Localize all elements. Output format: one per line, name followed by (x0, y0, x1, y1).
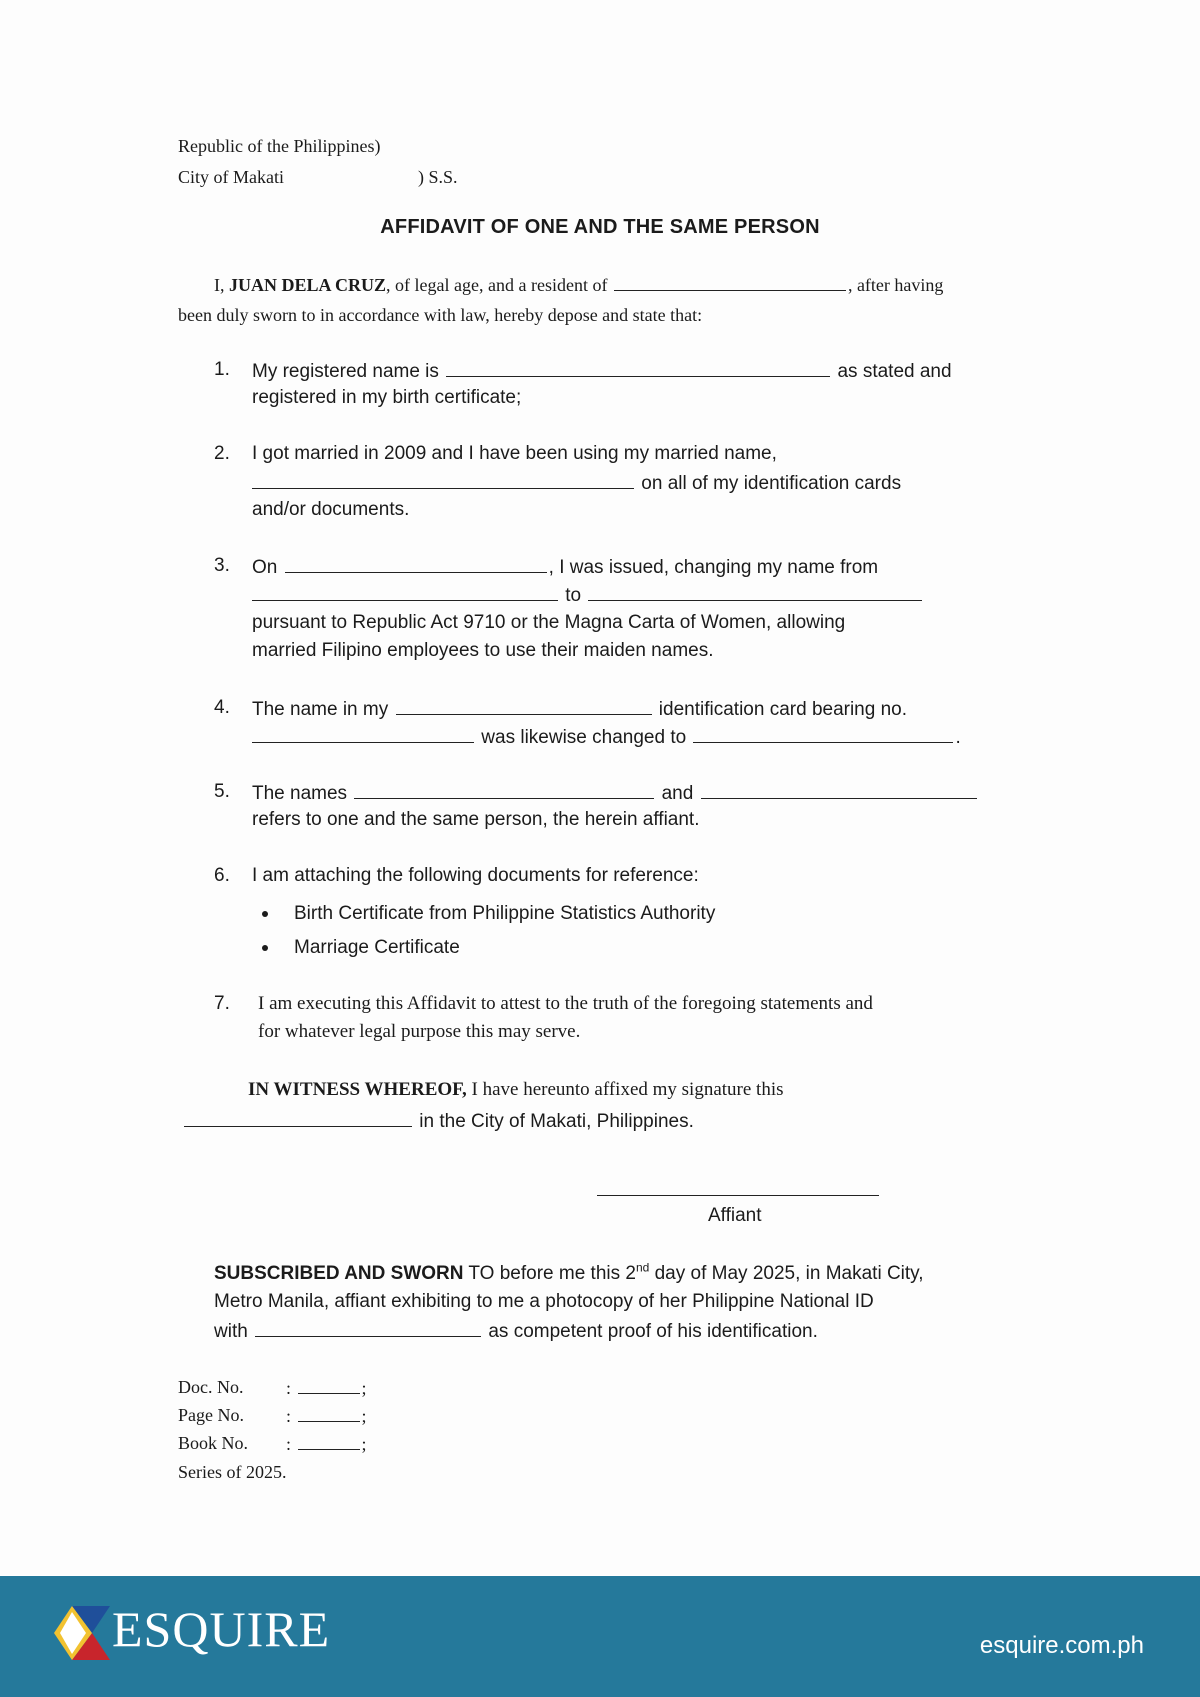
affiant-signature-line (597, 1195, 879, 1196)
registered-name-blank (446, 358, 830, 377)
item-4-line-2: was likewise changed to . (252, 724, 961, 750)
document-title: AFFIDAVIT OF ONE AND THE SAME PERSON (380, 216, 820, 238)
witness-line-2: in the City of Makati, Philippines. (184, 1108, 694, 1134)
competent-id-blank (255, 1318, 481, 1337)
item-number: 3. (214, 555, 230, 576)
jurat-line-3: with as competent proof of his identification. (214, 1318, 818, 1344)
signing-date-blank (184, 1108, 412, 1127)
item-2-line-3: and/or documents. (252, 499, 410, 520)
item-number: 6. (214, 865, 230, 886)
item-number: 5. (214, 781, 230, 802)
item-1-line-1: My registered name is as stated and (252, 358, 952, 384)
item-number: 7. (214, 993, 230, 1014)
item-6-line-1: I am attaching the following documents for reference: (252, 865, 699, 886)
item-1-line-2: registered in my birth certificate; (252, 387, 522, 408)
item-number: 2. (214, 443, 230, 464)
item-3-line-1: On , I was issued, changing my name from (252, 554, 878, 580)
jurat-line-1: SUBSCRIBED AND SWORN TO before me this 2nd day of May 2025, in Makati City, (214, 1260, 924, 1284)
brand-name: ESQUIRE (112, 1601, 331, 1657)
item-5-line-1: The names and (252, 780, 979, 806)
esquire-logo-icon (52, 1606, 110, 1665)
venue-ss: ) S.S. (418, 167, 458, 187)
name-two-blank (701, 780, 977, 799)
page-no-label: Page No. (178, 1405, 244, 1425)
id-type-blank (396, 696, 652, 715)
book-no-field: : ; (286, 1431, 367, 1456)
doc-no-field: : ; (286, 1375, 367, 1400)
name-to-blank (588, 582, 922, 601)
name-from-blank (252, 582, 558, 601)
item-7-line-1: I am executing this Affidavit to attest to the truth of the foregoing statements and (258, 993, 873, 1014)
page-no-field: : ; (286, 1403, 367, 1428)
item-5-line-2: refers to one and the same person, the herein affiant. (252, 809, 700, 830)
item-number: 1. (214, 359, 230, 380)
book-no-label: Book No. (178, 1433, 249, 1453)
item-3-line-3: pursuant to Republic Act 9710 or the Magna Carta of Women, allowing (252, 612, 846, 633)
bullet-icon (262, 945, 268, 951)
changed-name-blank (693, 724, 953, 743)
item-3-line-2: to (252, 582, 924, 608)
witness-line-1: IN WITNESS WHEREOF, I have hereunto affixed my signature this (248, 1079, 784, 1100)
attachment-item: Birth Certificate from Philippine Statistics Authority (294, 903, 716, 924)
bullet-icon (262, 911, 268, 917)
affiant-label: Affiant (708, 1205, 762, 1226)
item-number: 4. (214, 697, 230, 718)
item-2-line-2: on all of my identification cards (252, 470, 901, 496)
doc-no-label: Doc. No. (178, 1377, 244, 1397)
name-one-blank (354, 780, 654, 799)
issue-date-blank (285, 554, 547, 573)
venue-city: City of Makati (178, 167, 284, 187)
id-number-blank (252, 724, 474, 743)
attachment-item: Marriage Certificate (294, 937, 460, 958)
item-4-line-1: The name in my identification card bearing no. (252, 696, 907, 722)
series-label: Series of 2025. (178, 1462, 287, 1482)
residence-blank (614, 272, 846, 291)
item-2-line-1: I got married in 2009 and I have been using my married name, (252, 443, 777, 464)
intro-line-2: been duly sworn to in accordance with law, hereby depose and state that: (178, 305, 703, 325)
item-7-line-2: for whatever legal purpose this may serve. (258, 1021, 581, 1042)
jurat-line-2: Metro Manila, affiant exhibiting to me a photocopy of her Philippine National ID (214, 1291, 874, 1312)
footer-bar (0, 1576, 1200, 1697)
venue-republic: Republic of the Philippines) (178, 136, 381, 156)
married-name-blank (252, 470, 634, 489)
intro-line-1: I, JUAN DELA CRUZ, of legal age, and a resident of , after having (214, 272, 943, 297)
affiant-name: JUAN DELA CRUZ (229, 275, 387, 295)
item-3-line-4: married Filipino employees to use their maiden names. (252, 640, 714, 661)
website-link[interactable]: esquire.com.ph (979, 1632, 1144, 1659)
